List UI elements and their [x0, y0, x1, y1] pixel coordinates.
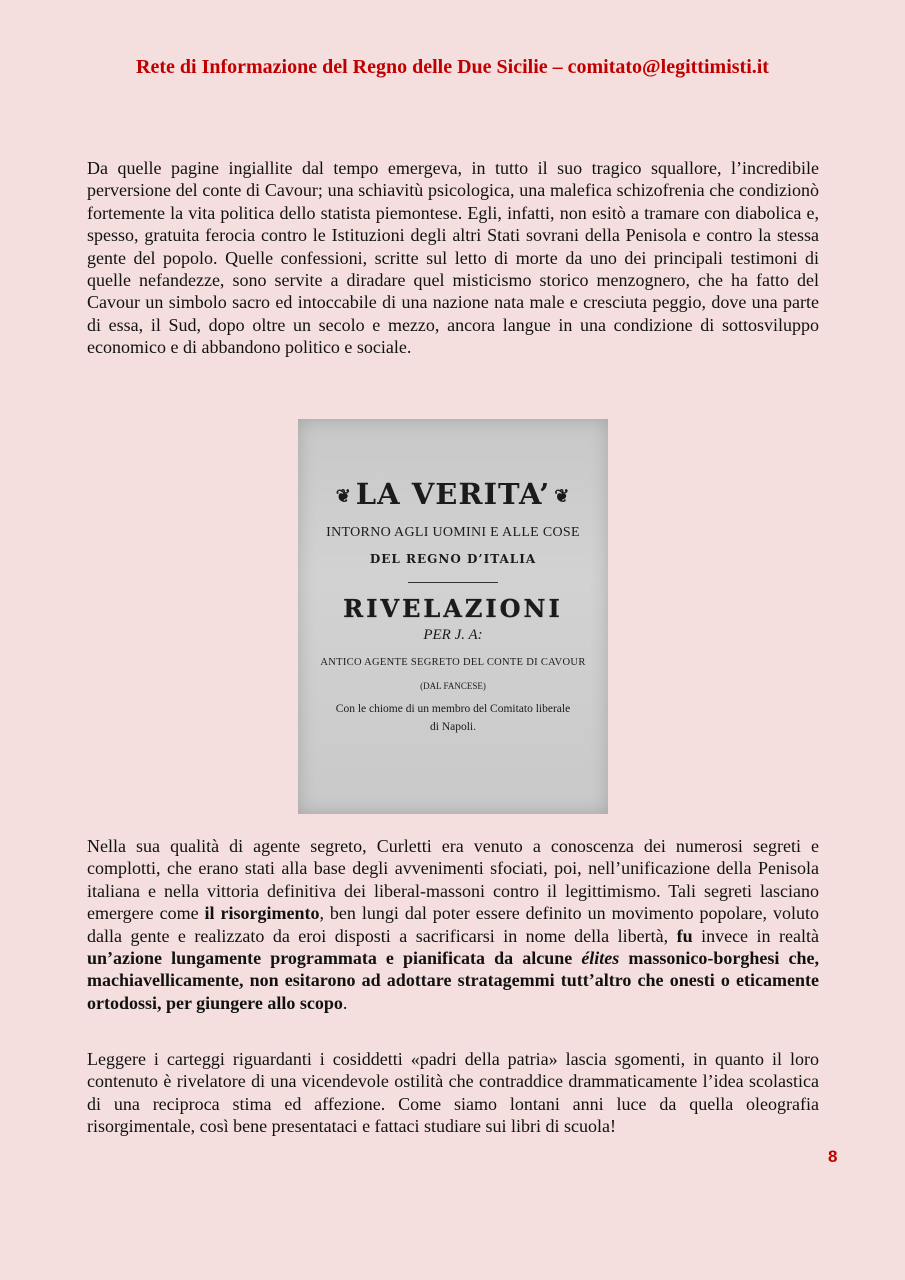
page-number: 8 — [828, 1147, 838, 1166]
paragraph-1: Da quelle pagine ingiallite dal tempo emergeva, in tutto il suo tragico squallore, l’incredibile perversione del conte di Cavour; una schiavitù psicologica, una malefica schizofrenia che condizionò fortemente la vita politica dello statista piemontese. Egli, infatti, non esitò a tramare con diabolica e, spesso, gratuita ferocia contro le Istituzioni degli altri Stati sovrani della Penisola e contro la stessa gente del popolo. Quelle confessioni, scritte sul letto di morte da uno dei principali testimoni di quelle nefandezze, sono servite a diradare quel misticismo storico menzognero, che ha fatto del Cavour un simbolo sacro ed intoccabile di una nazione nata male e cresciuta peggio, dove una parte di essa, il Sud, dopo oltre un secolo e mezzo, ancora langue in una condizione di sottosviluppo economico e di abbandono politico e sociale. — [87, 158, 819, 358]
page-header: Rete di Informazione del Regno delle Due Sicilie – comitato@legittimisti.it — [136, 56, 769, 78]
cover-author: PER J. A: — [423, 627, 483, 643]
cover-translation-note: (DAL FANCESE) — [420, 681, 486, 691]
p2-bold-3: un’azione lungamente programmata e pianificata da alcune — [87, 948, 582, 969]
ornament-left-icon: ❦ — [335, 485, 352, 507]
cover-title — [298, 477, 608, 511]
paragraph-2 — [87, 835, 819, 1014]
cover-title-text: LA VERITA’ — [355, 477, 551, 511]
cover-agent-line: ANTICO AGENTE SEGRETO DEL CONTE DI CAVOUR — [320, 657, 586, 668]
p2-bold-italic: élites — [581, 948, 620, 969]
p2-bold-4: massonico-borghesi che, machiavellicamente, non esitarono ad adottare stratagemmi tutt’altro che onesti o eticamente ortodossi, per giungere allo scopo — [87, 948, 819, 1013]
p2-text-4: . — [342, 992, 348, 1013]
cover-note-2: di Napoli. — [430, 721, 476, 733]
p2-text-2: , ben lungi dal poter essere definito un movimento popolare, voluto dalla gente e realizzato da eroi disposti a sacrificarsi in nome della libertà, — [87, 903, 819, 946]
cover-main-title: RIVELAZIONI — [343, 594, 563, 623]
p2-bold-1: il risorgimento — [204, 903, 320, 924]
book-cover-image — [298, 419, 608, 814]
cover-note-1: Con le chiome di un membro del Comitato liberale — [335, 703, 571, 715]
p2-text-1: Nella sua qualità di agente segreto, Curletti era venuto a conoscenza dei numerosi segreti e complotti, che erano stati alla base degli avvenimenti sfociati, poi, nell’unificazione della Penisola italiana e nella vittoria definitiva dei liberal-massoni contro il legittimismo. Tali segreti lasciano emergere come — [87, 836, 819, 924]
cover-divider — [408, 582, 498, 583]
paragraph-3: Leggere i carteggi riguardanti i cosiddetti «padri della patria» lascia sgomenti, in quanto il loro contenuto è rivelatore di una vicendevole ostilità che contraddice drammaticamente l’idea scolastica di una reciproca stima ed affezione. Come siamo lontani anni luce da quella oleografia risorgimentale, così bene presentataci e fattaci studiare sui libri di scuola! — [87, 1049, 819, 1137]
p2-text-3: invece in realtà — [692, 925, 819, 946]
p2-bold-2: fu — [676, 925, 693, 946]
ornament-right-icon: ❦ — [554, 485, 571, 507]
cover-subtitle-1: INTORNO AGLI UOMINI E ALLE COSE — [326, 525, 580, 540]
cover-subtitle-2: DEL REGNO D’ITALIA — [369, 552, 537, 566]
